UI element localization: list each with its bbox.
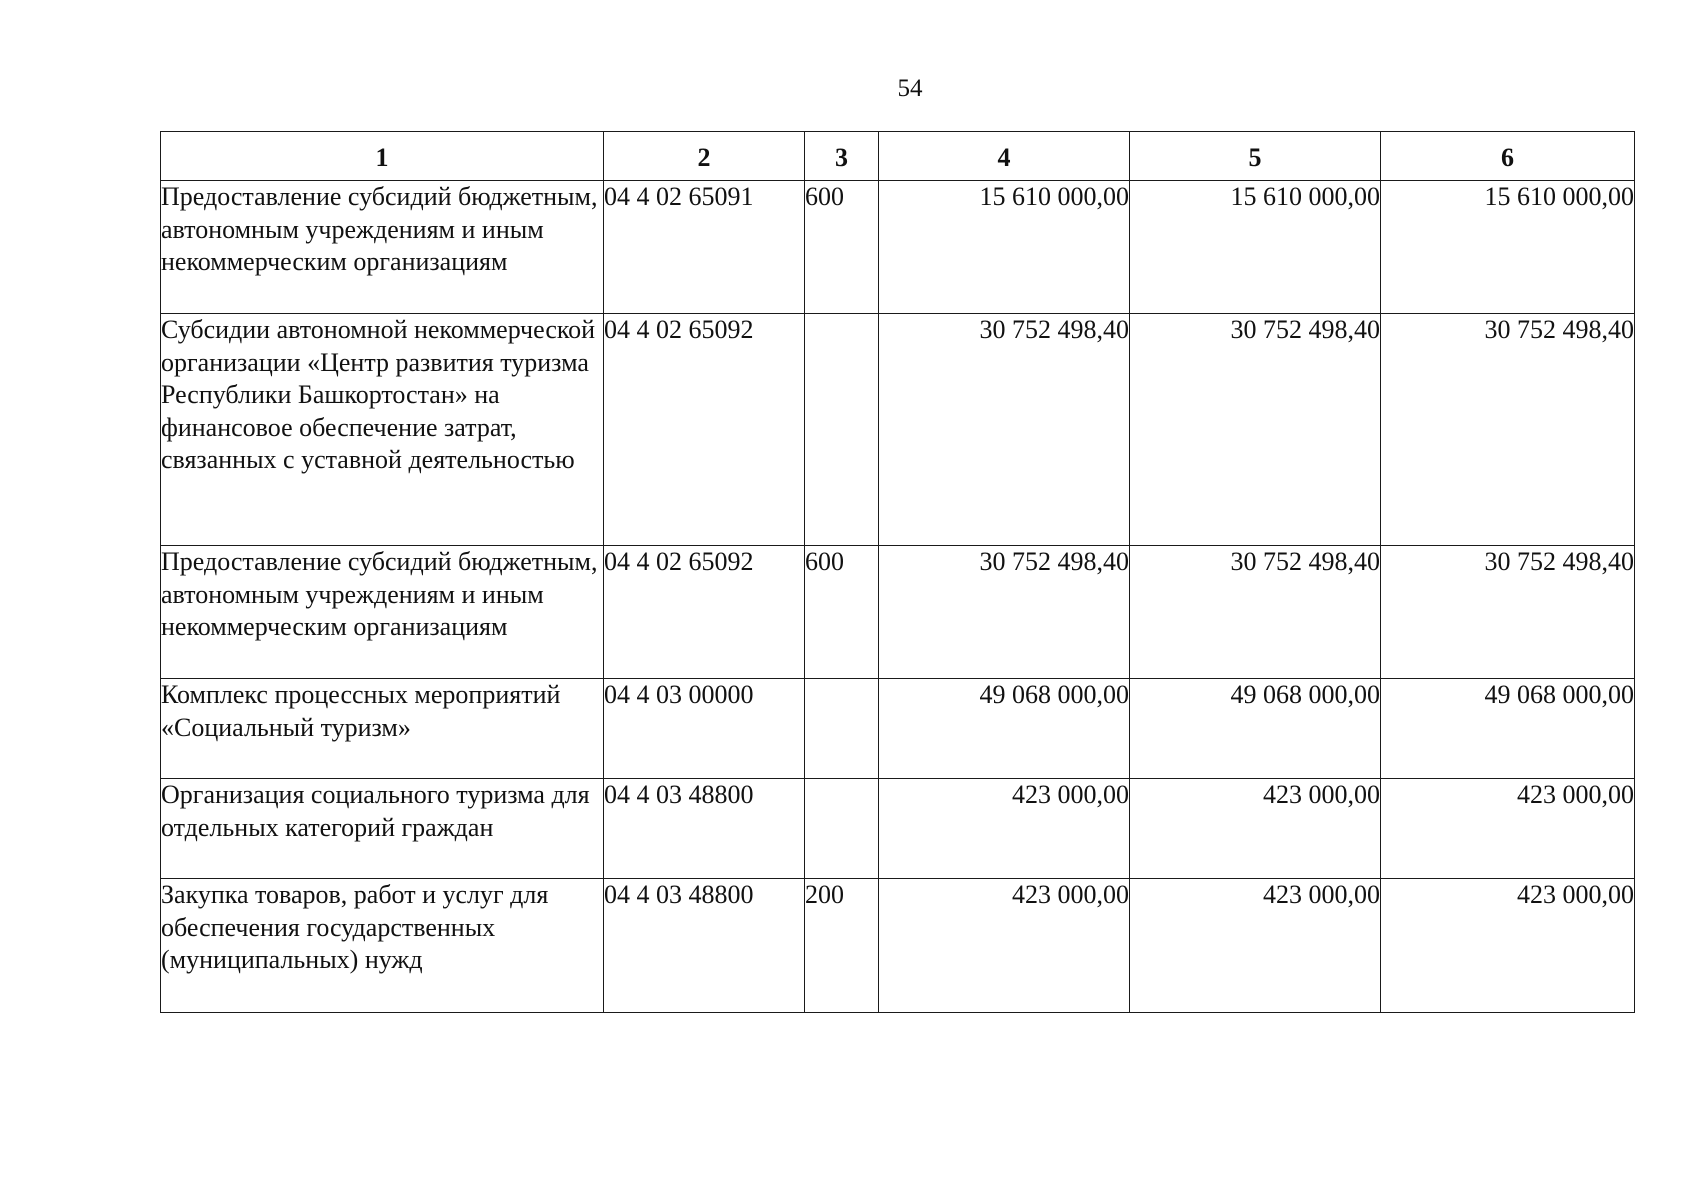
row-name: Предоставление субсидий бюджетным, автономным учреждениям и иным некоммерческим организациям bbox=[161, 546, 604, 679]
row-amount-2: 30 752 498,40 bbox=[1130, 314, 1381, 546]
row-amount-3: 30 752 498,40 bbox=[1381, 546, 1635, 679]
table-row bbox=[161, 879, 1635, 1013]
row-amount-2: 423 000,00 bbox=[1130, 879, 1381, 1013]
row-amount-1: 15 610 000,00 bbox=[879, 181, 1130, 314]
row-name: Комплекс процессных мероприятий «Социальный туризм» bbox=[161, 679, 604, 779]
row-amount-3: 49 068 000,00 bbox=[1381, 679, 1635, 779]
row-vr: 600 bbox=[805, 181, 879, 314]
table-row bbox=[161, 679, 1635, 779]
row-vr: 200 bbox=[805, 879, 879, 1013]
table-row bbox=[161, 314, 1635, 546]
row-amount-2: 423 000,00 bbox=[1130, 779, 1381, 879]
header-col-3: 3 bbox=[805, 132, 879, 181]
row-name: Организация социального туризма для отдельных категорий граждан bbox=[161, 779, 604, 879]
row-amount-1: 423 000,00 bbox=[879, 879, 1130, 1013]
header-col-5: 5 bbox=[1130, 132, 1381, 181]
row-vr bbox=[805, 779, 879, 879]
row-amount-3: 423 000,00 bbox=[1381, 879, 1635, 1013]
header-col-1: 1 bbox=[161, 132, 604, 181]
row-vr: 600 bbox=[805, 546, 879, 679]
row-amount-1: 30 752 498,40 bbox=[879, 314, 1130, 546]
row-code: 04 4 02 65092 bbox=[604, 314, 805, 546]
row-amount-2: 15 610 000,00 bbox=[1130, 181, 1381, 314]
table-row bbox=[161, 546, 1635, 679]
row-amount-3: 15 610 000,00 bbox=[1381, 181, 1635, 314]
row-amount-2: 49 068 000,00 bbox=[1130, 679, 1381, 779]
row-code: 04 4 03 48800 bbox=[604, 779, 805, 879]
row-code: 04 4 03 48800 bbox=[604, 879, 805, 1013]
header-col-6: 6 bbox=[1381, 132, 1635, 181]
row-amount-1: 423 000,00 bbox=[879, 779, 1130, 879]
row-code: 04 4 03 00000 bbox=[604, 679, 805, 779]
table-row bbox=[161, 779, 1635, 879]
header-col-2: 2 bbox=[604, 132, 805, 181]
row-vr bbox=[805, 679, 879, 779]
row-code: 04 4 02 65092 bbox=[604, 546, 805, 679]
page-number: 54 bbox=[897, 75, 923, 102]
header-col-4: 4 bbox=[879, 132, 1130, 181]
row-name: Субсидии автономной некоммерческой организации «Центр развития туризма Республики Башкортостан» на финансовое обеспечение затрат, связанных с уставной деятельностью bbox=[161, 314, 604, 546]
row-code: 04 4 02 65091 bbox=[604, 181, 805, 314]
row-amount-3: 30 752 498,40 bbox=[1381, 314, 1635, 546]
row-amount-3: 423 000,00 bbox=[1381, 779, 1635, 879]
budget-table bbox=[160, 131, 1635, 1013]
row-amount-2: 30 752 498,40 bbox=[1130, 546, 1381, 679]
table-header-row bbox=[161, 132, 1635, 181]
row-name: Закупка товаров, работ и услуг для обеспечения государственных (муниципальных) нужд bbox=[161, 879, 604, 1013]
row-vr bbox=[805, 314, 879, 546]
row-name: Предоставление субсидий бюджетным, автономным учреждениям и иным некоммерческим организациям bbox=[161, 181, 604, 314]
row-amount-1: 49 068 000,00 bbox=[879, 679, 1130, 779]
table-row bbox=[161, 181, 1635, 314]
row-amount-1: 30 752 498,40 bbox=[879, 546, 1130, 679]
